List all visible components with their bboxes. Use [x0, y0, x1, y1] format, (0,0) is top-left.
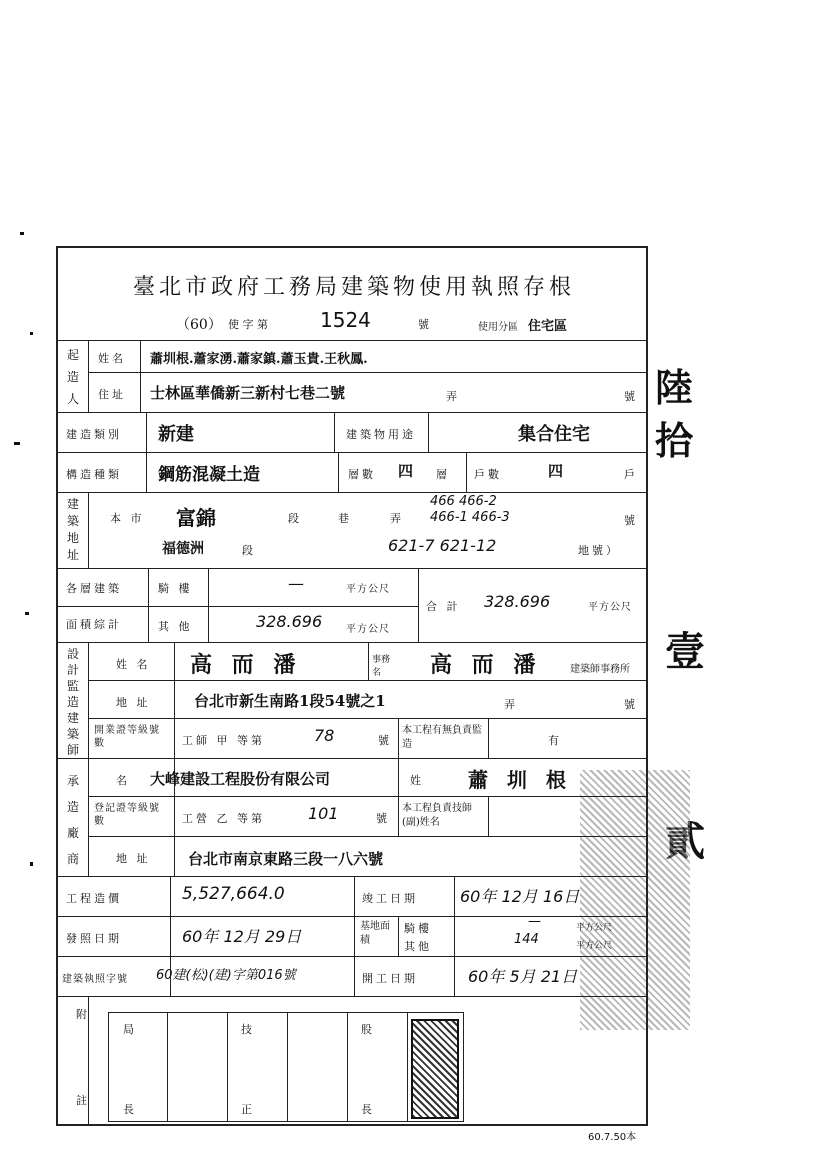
permit-suffix: 號 — [418, 318, 429, 331]
arcade-label: 騎 樓 — [158, 582, 193, 595]
site-number-label: 號 — [624, 514, 638, 527]
contractor-license-class: 工營 乙 等第 — [182, 812, 265, 825]
site-land-numbers: 621-7 621-12 — [388, 536, 497, 555]
margin-glyph: 陸 — [655, 365, 694, 410]
other-label: 其 他 — [158, 620, 193, 633]
contractor-rep-value: 蕭 圳 根 — [468, 768, 572, 792]
contractor-rep-label: 姓 — [410, 774, 424, 787]
sign-col-3: 技 — [241, 1023, 255, 1036]
owner-address-value: 士林區華僑新三新村七巷二號 — [150, 384, 346, 402]
architect-office-value: 高 而 潘 — [430, 652, 542, 678]
base-unit-1: 平方公尺 — [576, 923, 613, 933]
scan-speck — [25, 612, 29, 615]
total-label: 合 計 — [426, 600, 461, 613]
arcade-value: — — [288, 574, 304, 593]
contractor-address-label: 地 址 — [116, 852, 151, 865]
category-value: 新建 — [158, 424, 194, 445]
owner-address-label: 住址 — [98, 388, 126, 401]
use-label: 建築物用途 — [346, 428, 416, 441]
owner-lane-label: 弄 — [446, 390, 460, 403]
area-label-1: 各層建築 — [66, 582, 122, 595]
start-value: 60年 12月 16日 — [460, 887, 580, 906]
base-other-label: 其他 — [404, 940, 432, 953]
total-value: 328.696 — [484, 592, 551, 611]
footer-print-run: 60.7.50本 — [588, 1132, 637, 1143]
form-title: 臺北市政府工務局建築物使用執照存根 — [132, 275, 575, 300]
site-lane-label: 巷 — [338, 512, 352, 525]
structure-label: 構造種類 — [66, 468, 122, 481]
zone-label: 使用分區 — [478, 322, 518, 333]
contractor-name-label: 名 — [116, 774, 130, 787]
floors-label: 層數 — [348, 468, 376, 481]
signature-grid — [108, 1012, 464, 1122]
base-label: 基地面積 — [360, 921, 390, 946]
architect-name-label: 姓 名 — [116, 658, 151, 671]
architect-name-value: 高 而 潘 — [190, 652, 302, 678]
units-label: 戶數 — [474, 468, 502, 481]
scan-speck — [20, 232, 24, 235]
site-district-value: 富錦 — [176, 506, 216, 530]
site-land-section: 福德洲 — [162, 541, 204, 557]
site-alley-label: 弄 — [390, 512, 404, 525]
notes-label-2: 註 — [76, 1094, 90, 1107]
architect-number-label: 號 — [624, 698, 638, 711]
permit-number: 1524 — [320, 308, 371, 332]
architect-office-label: 事務名 — [372, 655, 391, 678]
area-unit-1: 平方公尺 — [346, 584, 390, 595]
cost-label: 工程造價 — [66, 892, 122, 905]
architect-address-label: 地 址 — [116, 696, 151, 709]
area-unit-2: 平方公尺 — [346, 624, 390, 635]
begin-label: 開工日期 — [362, 972, 418, 985]
architect-address-value: 台北市新生南路1段54號之1 — [194, 692, 386, 710]
site-land-suffix: 地號） — [578, 544, 620, 557]
sign-col-2: 長 — [123, 1103, 137, 1116]
begin-value: 60年 5月 21日 — [468, 967, 578, 986]
site-house-numbers-bottom: 466-1 466-3 — [430, 510, 510, 525]
owner-name-label: 姓名 — [98, 352, 126, 365]
margin-glyph: 壹 — [665, 628, 705, 675]
site-house-numbers-top: 466 466-2 — [430, 494, 497, 509]
zone-value: 住宅區 — [528, 319, 568, 334]
architect-license-label: 開業證等級號數 — [94, 725, 160, 749]
cost-value: 5,527,664.0 — [182, 884, 285, 904]
architect-license-number: 78 — [314, 726, 335, 745]
contractor-name-value: 大峰建設工程股份有限公司 — [150, 770, 331, 788]
architect-section-label: 設計監造建築師 — [66, 647, 79, 757]
margin-glyph: 貳 — [665, 818, 705, 865]
area-label-2: 面積綜計 — [66, 618, 122, 631]
issue-label: 發照日期 — [66, 932, 122, 945]
start-label: 竣工日期 — [362, 892, 418, 905]
permit-form — [56, 246, 648, 1126]
owner-name-value: 蕭圳根.蕭家湧.蕭家鎮.蕭玉貴.王秋鳳. — [150, 352, 368, 367]
license-label: 建築執照字號 — [62, 974, 128, 985]
sign-col-4: 正 — [241, 1103, 255, 1116]
sign-col-6: 長 — [361, 1103, 375, 1116]
base-arcade-value: — — [528, 914, 541, 929]
owner-section-label: 起造人 — [66, 348, 79, 406]
site-land-label: 段 — [242, 544, 256, 557]
notes-label-1: 附 — [76, 1008, 90, 1021]
architect-license-suffix: 號 — [378, 734, 392, 747]
scan-speck — [30, 332, 33, 335]
issue-value: 60年 12月 29日 — [182, 927, 302, 946]
contractor-address-value: 台北市南京東路三段一八六號 — [188, 850, 384, 868]
structure-value: 鋼筋混凝土造 — [158, 465, 260, 485]
base-other-value: 144 — [514, 932, 539, 947]
site-street-label: 段 — [288, 512, 302, 525]
license-value: 60建(松)(建)字第016號 — [156, 968, 296, 983]
base-arcade-label: 騎樓 — [404, 922, 432, 935]
units-value: 四 — [548, 462, 564, 480]
scan-speck — [30, 862, 33, 866]
use-value: 集合住宅 — [518, 424, 590, 445]
site-city-label: 本 市 — [110, 512, 145, 525]
scan-speck — [14, 442, 20, 445]
sign-col-5: 股 — [361, 1023, 375, 1036]
contractor-license-number: 101 — [308, 804, 339, 823]
architect-supervise-value: 有 — [548, 734, 562, 747]
base-unit-2: 平方公尺 — [576, 941, 613, 951]
permit-year: （60） — [176, 317, 222, 333]
floors-unit: 層 — [436, 468, 450, 481]
category-label: 建造類別 — [66, 428, 122, 441]
contractor-license-label: 登記證等級號數 — [94, 803, 160, 827]
architect-supervise-label: 本工程有無負責監造 — [402, 725, 482, 750]
floors-value: 四 — [398, 462, 414, 480]
permit-type: 使 字 第 — [228, 318, 268, 331]
official-seal — [411, 1019, 459, 1119]
contractor-section-label: 承造廠商 — [66, 774, 79, 866]
site-section-label: 建築地址 — [66, 497, 79, 562]
owner-number-label: 號 — [624, 390, 638, 403]
contractor-engineer-label: 本工程負責技師(副)姓名 — [402, 803, 472, 828]
other-value: 328.696 — [256, 612, 323, 631]
area-unit-3: 平方公尺 — [588, 602, 632, 613]
units-unit: 戶 — [624, 468, 638, 481]
architect-license-class: 工師 甲 等第 — [182, 734, 265, 747]
margin-glyph: 拾 — [655, 418, 694, 463]
sign-col-1: 局 — [123, 1023, 137, 1036]
architect-office-suffix: 建築師事務所 — [570, 664, 630, 675]
contractor-license-suffix: 號 — [376, 812, 390, 825]
architect-lane-label: 弄 — [504, 698, 518, 711]
